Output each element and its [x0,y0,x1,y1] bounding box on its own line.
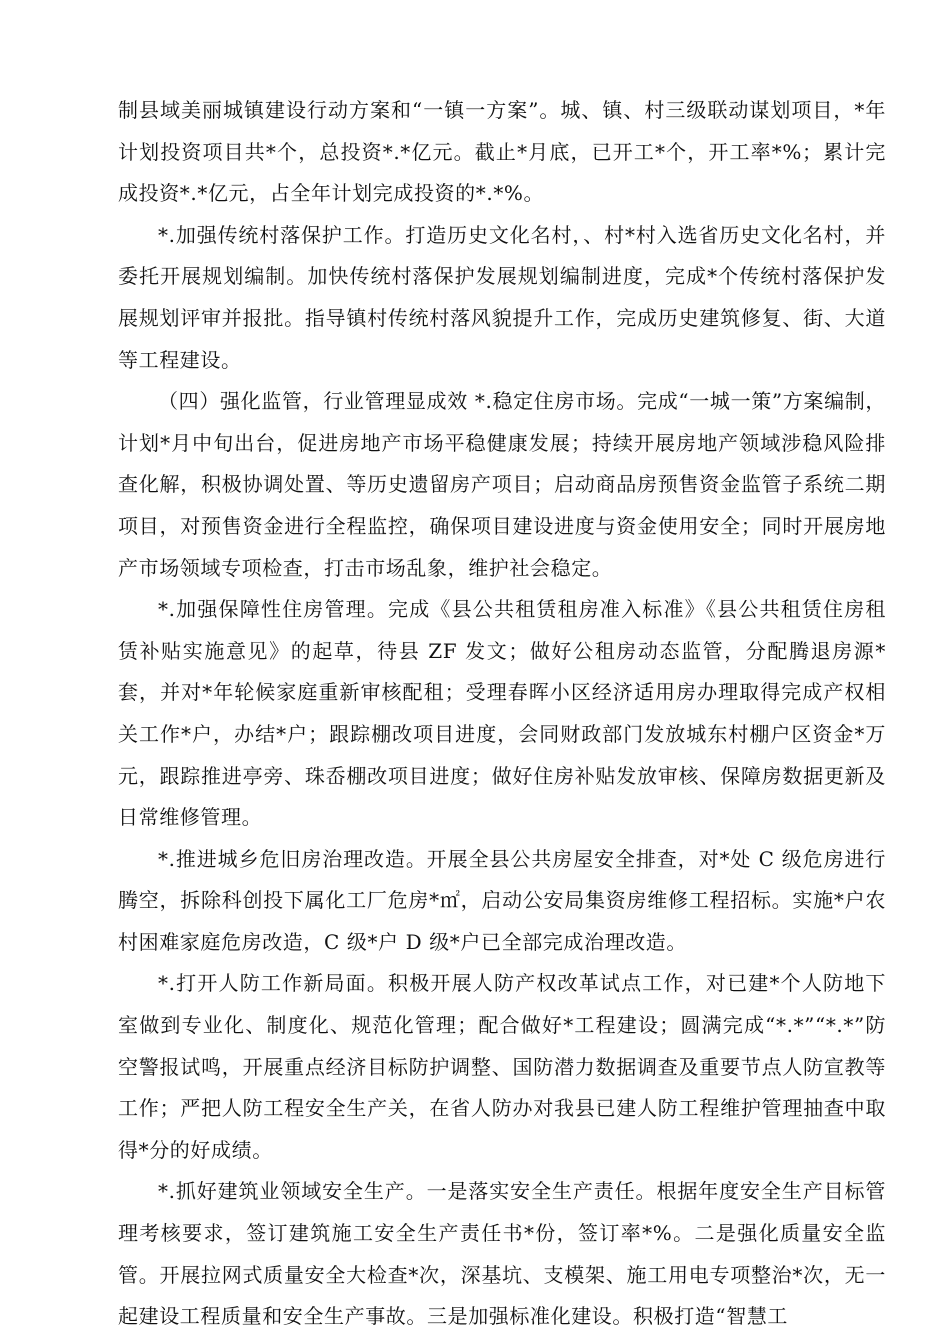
paragraph-4: *.加强保障性住房管理。完成《县公共租赁租房准入标准》《县公共租赁住房租赁补贴实施意见》的起草，待县 ZF 发文；做好公租房动态监管，分配腾退房源*套，并对*年轮候家庭重新审核配租；受理春晖小区经济适用房办理取得完成产权相关工作*户，办结*户；跟踪棚改项目进度，会同财政部门发放城东村棚户区资金*万元，跟踪推进亭旁、珠岙棚改项目进度；做好住房补贴发放审核、保障房数据更新及日常维修管理。 [118,597,886,830]
paragraph-7: *.抓好建筑业领域安全生产。一是落实安全生产责任。根据年度安全生产目标管理考核要求，签订建筑施工安全生产责任书*份，签订率*%。二是强化质量安全监管。开展拉网式质量安全大检查*次，深基坑、支模架、施工用电专项整治*次，无一起建设工程质量和安全生产事故。三是加强标准化建设。积极打造“智慧工 [118,1179,886,1329]
paragraph-1: 制县域美丽城镇建设行动方案和“一镇一方案”。城、镇、村三级联动谋划项目，*年计划投资项目共*个，总投资*.*亿元。截止*月底，已开工*个，开工率*%；累计完成投资*.*亿元，占全年计划完成投资的*.*%。 [118,98,886,206]
document-body [118,90,886,1338]
paragraph-3: （四）强化监管，行业管理显成效 *.稳定住房市场。完成“一城一策”方案编制，计划*月中旬出台，促进房地产市场平稳健康发展；持续开展房地产领域涉稳风险排查化解，积极协调处置、等历史遗留房产项目；启动商品房预售资金监管子系统二期项目，对预售资金进行全程监控，确保项目建设进度与资金使用安全；同时开展房地产市场领域专项检查，打击市场乱象，维护社会稳定。 [118,389,886,580]
paragraph-5: *.推进城乡危旧房治理改造。开展全县公共房屋安全排查，对*处 C 级危房进行腾空，拆除科创投下属化工厂危房*㎡，启动公安局集资房维修工程招标。实施*户农村困难家庭危房改造，C 级*户 D 级*户已全部完成治理改造。 [118,846,886,954]
paragraph-2: *.加强传统村落保护工作。打造历史文化名村，、村*村入选省历史文化名村，并委托开展规划编制。加快传统村落保护发展规划编制进度，完成*个传统村落保护发展规划评审并报批。指导镇村传统村落风貌提升工作，完成历史建筑修复、街、大道等工程建设。 [118,222,886,372]
paragraph-6: *.打开人防工作新局面。积极开展人防产权改革试点工作，对已建*个人防地下室做到专业化、制度化、规范化管理；配合做好*工程建设；圆满完成“*.*”“*.*”防空警报试鸣，开展重点经济目标防护调整、国防潜力数据调查及重要节点人防宣教等工作；严把人防工程安全生产关，在省人防办对我县已建人防工程维护管理抽查中取得*分的好成绩。 [118,971,886,1162]
